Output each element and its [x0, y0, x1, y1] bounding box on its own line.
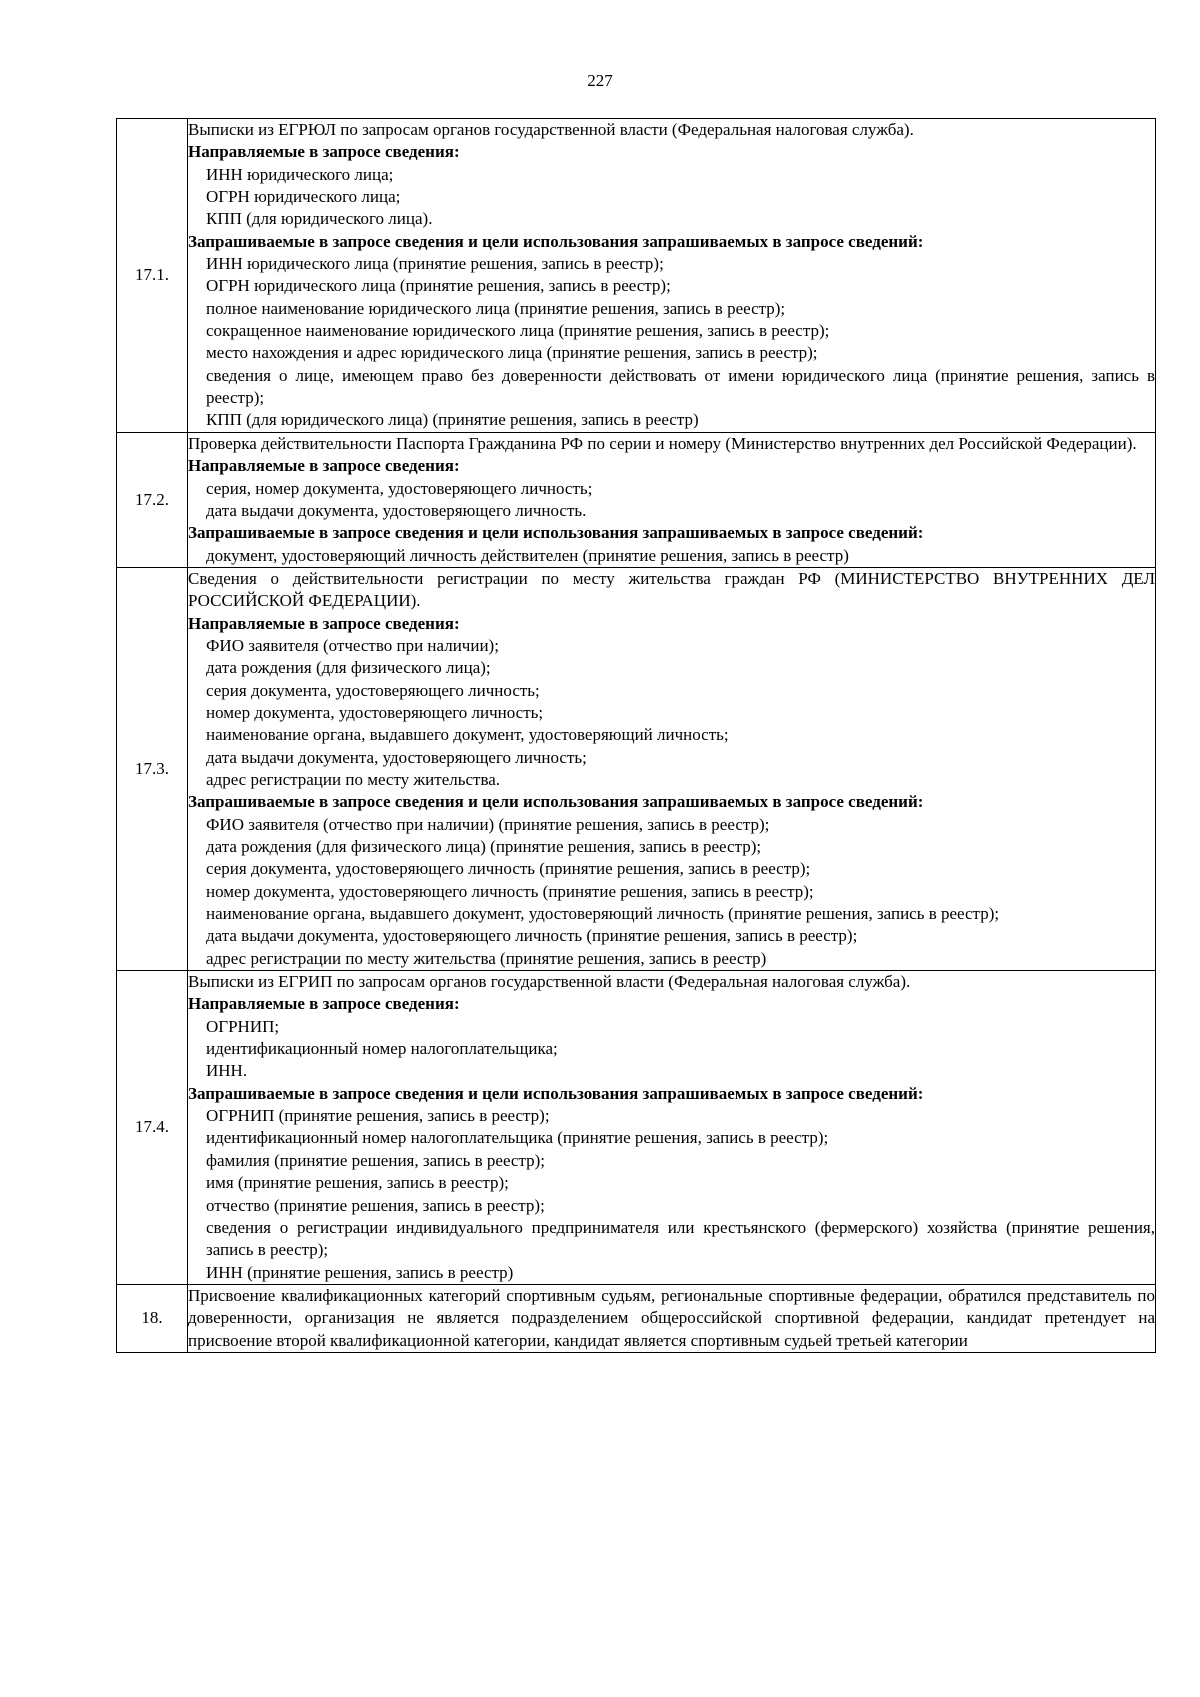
list-item: дата выдачи документа, удостоверяющего личность; [206, 747, 587, 767]
row-content [188, 119, 1156, 433]
list-item: имя (принятие решения, запись в реестр); [206, 1173, 509, 1193]
row-number: 17.3. [117, 567, 188, 970]
row-content [188, 432, 1156, 567]
section-heading: Запрашиваемые в запросе сведения и цели использования запрашиваемых в запросе сведений: [188, 792, 924, 812]
list-item: место нахождения и адрес юридического лица (принятие решения, запись в реестр); [206, 343, 818, 363]
row-number: 17.4. [117, 971, 188, 1285]
list-item: серия, номер документа, удостоверяющего личность; [206, 478, 593, 498]
list-item: сведения о регистрации индивидуального предпринимателя или крестьянского (фермерского) хозяйства (принятие решения, запись в реестр); [206, 1217, 1155, 1260]
table-row [117, 1284, 1156, 1352]
list-item: ИНН юридического лица (принятие решения, запись в реестр); [206, 254, 664, 274]
list-item: ИНН юридического лица; [206, 164, 394, 184]
list-item: КПП (для юридического лица) (принятие решения, запись в реестр) [206, 410, 699, 430]
list-item: адрес регистрации по месту жительства. [206, 769, 501, 789]
list-item: фамилия (принятие решения, запись в реестр); [206, 1150, 545, 1170]
list-item: документ, удостоверяющий личность действителен (принятие решения, запись в реестр) [206, 545, 849, 565]
row-description: Выписки из ЕГРИП по запросам органов государственной власти (Федеральная налоговая служба). [188, 972, 911, 992]
list-item: ФИО заявителя (отчество при наличии) (принятие решения, запись в реестр); [206, 814, 770, 834]
list-item: ИНН. [206, 1061, 248, 1081]
row-content [188, 971, 1156, 1285]
list-item: серия документа, удостоверяющего личность; [206, 680, 540, 700]
list-item: идентификационный номер налогоплательщика (принятие решения, запись в реестр); [206, 1128, 829, 1148]
list-item: дата рождения (для физического лица) (принятие решения, запись в реестр); [206, 837, 762, 856]
list-item: ОГРН юридического лица; [206, 187, 401, 207]
row-description: Выписки из ЕГРЮЛ по запросам органов государственной власти (Федеральная налоговая служба). [188, 120, 914, 139]
section-heading: Запрашиваемые в запросе сведения и цели использования запрашиваемых в запросе сведений: [188, 523, 924, 543]
table-row [117, 119, 1156, 433]
list-item: дата выдачи документа, удостоверяющего личность (принятие решения, запись в реестр); [206, 926, 858, 946]
list-item: дата выдачи документа, удостоверяющего личность. [206, 500, 587, 520]
list-item: сокращенное наименование юридического лица (принятие решения, запись в реестр); [206, 321, 830, 341]
section-heading: Направляемые в запросе сведения: [188, 613, 460, 633]
section-heading: Запрашиваемые в запросе сведения и цели использования запрашиваемых в запросе сведений: [188, 1083, 924, 1103]
row-description: Сведения о действительности регистрации по месту жительства граждан РФ (МИНИСТЕРСТВО ВНУТРЕННИХ ДЕЛ РОССИЙСКОЙ ФЕДЕРАЦИИ). [188, 568, 1155, 611]
list-item: сведения о лице, имеющем право без доверенности действовать от имени юридического лица (принятие решения, запись в реестр); [206, 365, 1155, 408]
list-item: полное наименование юридического лица (принятие решения, запись в реестр); [206, 298, 786, 318]
table-row [117, 567, 1156, 970]
list-item: ОГРНИП; [206, 1016, 280, 1036]
table-body [117, 119, 1156, 1353]
list-item: наименование органа, выдавшего документ, удостоверяющий личность (принятие решения, запись в реестр); [206, 904, 1000, 924]
list-item: ОГРНИП (принятие решения, запись в реестр); [206, 1106, 550, 1126]
list-item: номер документа, удостоверяющего личность; [206, 702, 544, 722]
row-number: 17.1. [117, 119, 188, 433]
page-number: 227 [587, 71, 613, 90]
list-item: идентификационный номер налогоплательщика; [206, 1039, 558, 1059]
section-heading: Направляемые в запросе сведения: [188, 456, 460, 476]
services-table [116, 118, 1156, 1353]
list-item: КПП (для юридического лица). [206, 209, 433, 229]
section-heading: Запрашиваемые в запросе сведения и цели использования запрашиваемых в запросе сведений: [188, 231, 924, 251]
row-number: 18. [117, 1284, 188, 1352]
list-item: дата рождения (для физического лица); [206, 658, 491, 678]
list-item: ИНН (принятие решения, запись в реестр) [206, 1262, 514, 1282]
list-item: серия документа, удостоверяющего личность (принятие решения, запись в реестр); [206, 859, 811, 879]
row-number: 17.2. [117, 432, 188, 567]
row-description: Присвоение квалификационных категорий спортивным судьям, региональные спортивные федерации, обратился представитель по доверенности, организация не является подразделением общероссийской спортивной федерации, кандидат претендует на присвоение второй квалификационной категории, кандидат является спортивным судьей третьей категории [188, 1285, 1155, 1350]
row-content [188, 1284, 1156, 1352]
section-heading: Направляемые в запросе сведения: [188, 994, 460, 1014]
table-row [117, 971, 1156, 1285]
list-item: номер документа, удостоверяющего личность (принятие решения, запись в реестр); [206, 881, 814, 901]
row-description: Проверка действительности Паспорта Гражданина РФ по серии и номеру (Министерство внутренних дел Российской Федерации). [188, 433, 1137, 453]
list-item: отчество (принятие решения, запись в реестр); [206, 1195, 545, 1215]
section-heading: Направляемые в запросе сведения: [188, 142, 460, 162]
list-item: ОГРН юридического лица (принятие решения, запись в реестр); [206, 276, 671, 296]
list-item: наименование органа, выдавшего документ, удостоверяющий личность; [206, 725, 729, 745]
list-item: ФИО заявителя (отчество при наличии); [206, 635, 499, 655]
table-row [117, 432, 1156, 567]
row-content [188, 567, 1156, 970]
list-item: адрес регистрации по месту жительства (принятие решения, запись в реестр) [206, 948, 767, 968]
